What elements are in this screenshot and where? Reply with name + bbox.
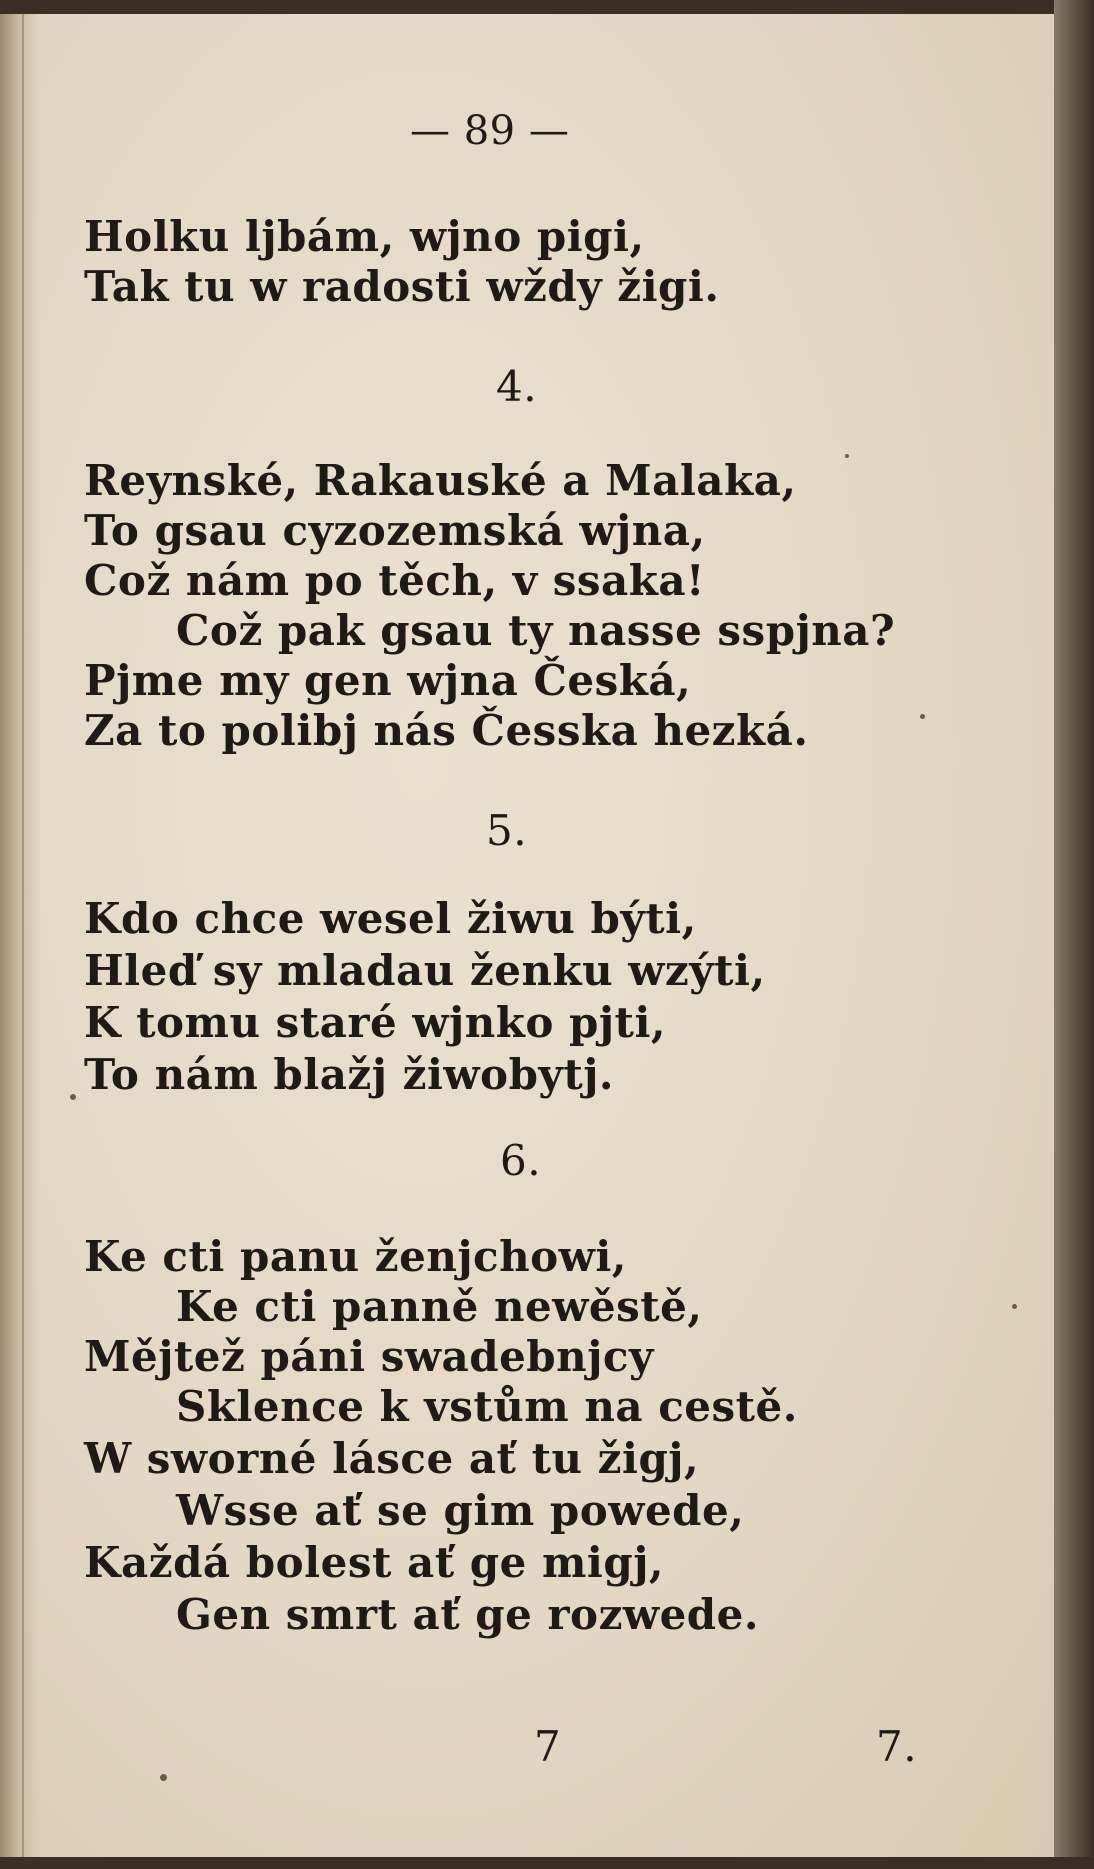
signature-mark: 7 xyxy=(534,1722,562,1771)
signature-mark: 7. xyxy=(876,1722,918,1771)
verse-line: Což pak gsau ty nasse sspjna? xyxy=(176,606,896,655)
verse-line: Holku ljbám, wjno pigi, xyxy=(84,212,645,261)
verse-line: Ke cti panu ženjchowi, xyxy=(84,1232,627,1281)
page-gutter xyxy=(0,14,40,1857)
verse-line: K tomu staré wjnko pjti, xyxy=(84,998,667,1047)
verse-line: Hleď sy mladau ženku wzýti, xyxy=(84,946,766,995)
verse-line: W sworné lásce ať tu žigj, xyxy=(84,1434,700,1483)
stanza-number: 4. xyxy=(496,362,538,411)
paper-speck xyxy=(1012,1304,1017,1309)
verse-line: Gen smrt ať ge rozwede. xyxy=(176,1590,760,1639)
verse-line: To nám blažj žiwobytj. xyxy=(84,1050,615,1099)
scan-border-top xyxy=(0,0,1094,14)
verse-line: Wsse ať se gim powede, xyxy=(176,1486,745,1535)
verse-line: Každá bolest ať ge migj, xyxy=(84,1538,665,1587)
stanza-number: 6. xyxy=(500,1136,542,1185)
paper-speck xyxy=(70,1094,76,1100)
scan-border-bottom xyxy=(0,1857,1094,1869)
verse-line: Kdo chce wesel žiwu býti, xyxy=(84,894,697,943)
verse-line: To gsau cyzozemská wjna, xyxy=(84,506,706,555)
paper-speck xyxy=(160,1774,167,1781)
scan-border-right xyxy=(1054,0,1094,1869)
verse-line: Za to polibj nás Česska hezká. xyxy=(84,706,809,755)
page-header: — 89 — xyxy=(410,108,570,154)
gutter-line xyxy=(22,14,24,1857)
verse-line: Mějtež páni swadebnjcy xyxy=(84,1332,654,1381)
stanza-number: 5. xyxy=(486,806,528,855)
verse-line: Pjme my gen wjna Česká, xyxy=(84,656,692,705)
verse-line: Což nám po těch, v ssaka! xyxy=(84,556,705,605)
paper-speck xyxy=(845,454,849,458)
verse-line: Reynské, Rakauské a Malaka, xyxy=(84,456,797,505)
verse-line: Sklence k vstům na cestě. xyxy=(176,1382,798,1431)
paper-speck xyxy=(920,714,925,719)
verse-line: Tak tu w radosti wždy žigi. xyxy=(84,262,720,311)
verse-line: Ke cti panně newěstě, xyxy=(176,1282,703,1331)
